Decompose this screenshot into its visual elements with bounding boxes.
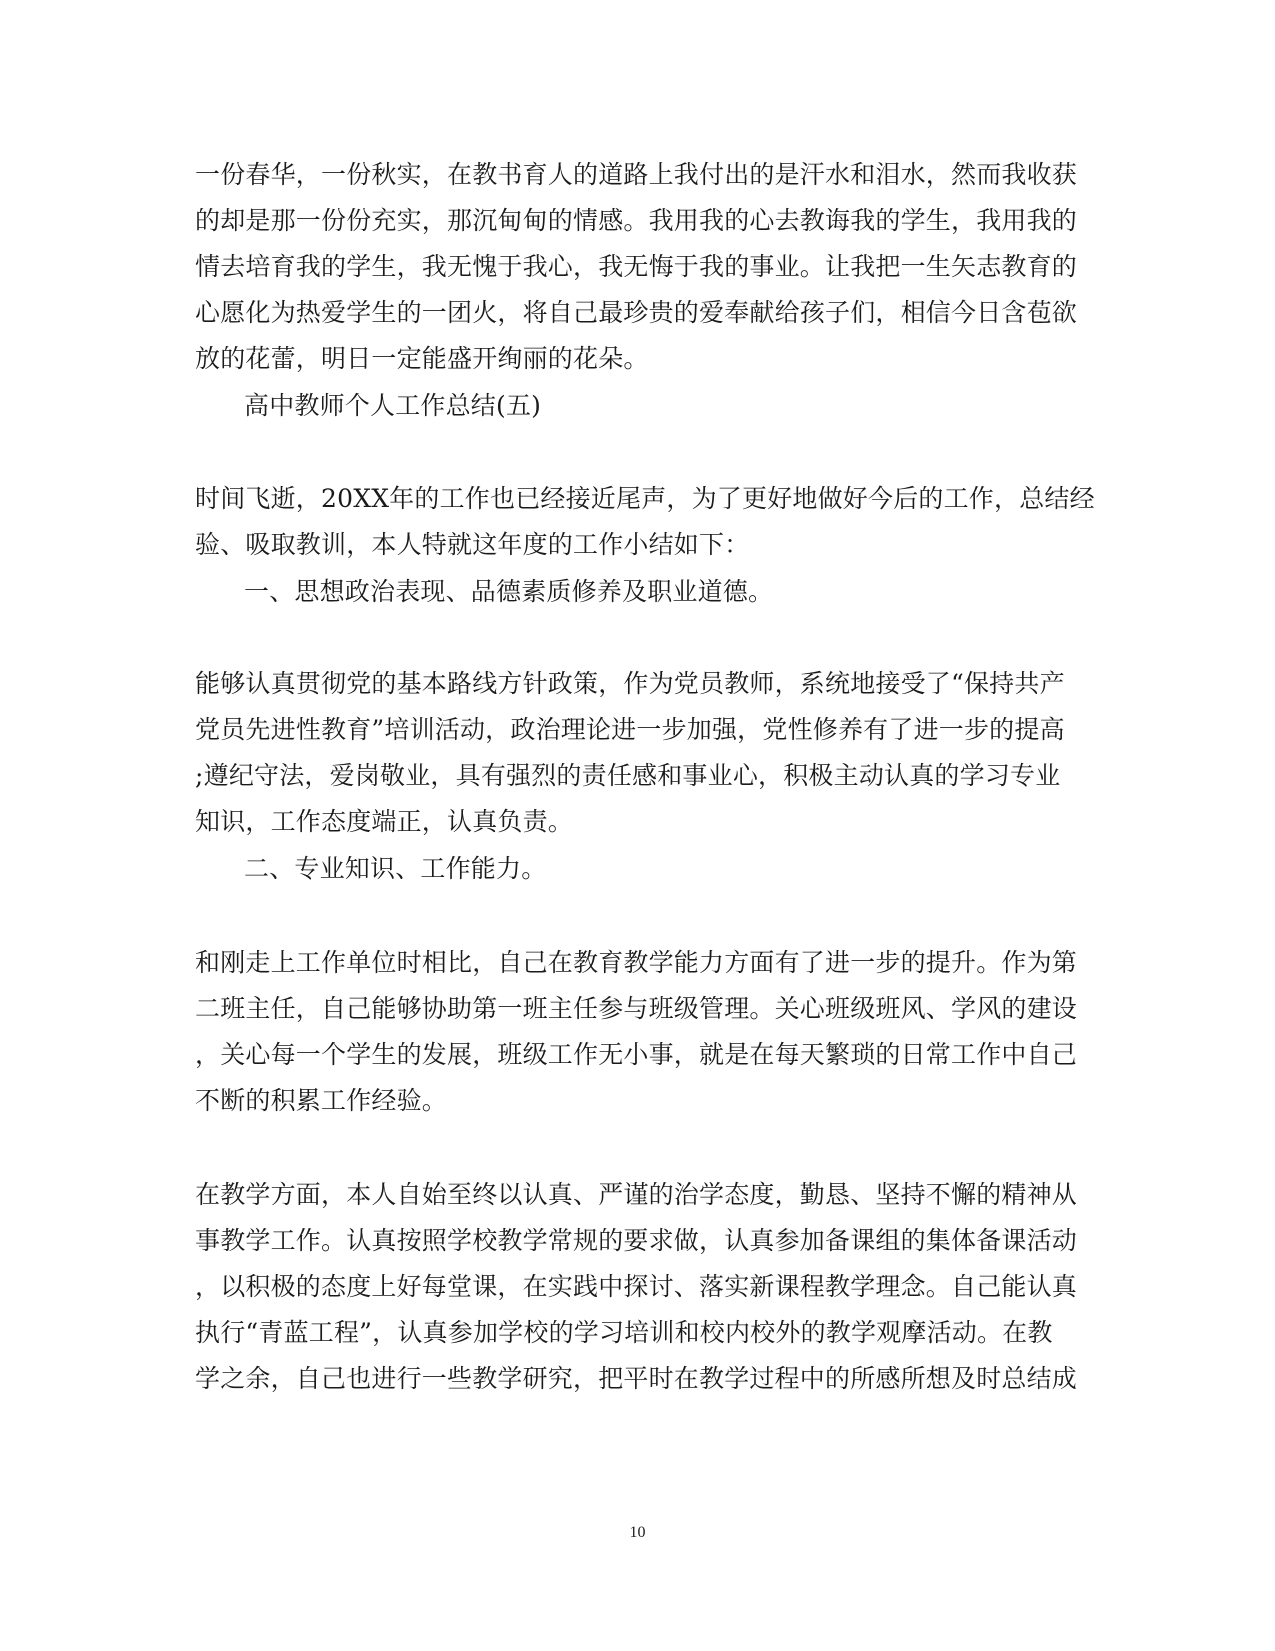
body-text-line: 的却是那一份份充实，那沉甸甸的情感。我用我的心去教诲我的学生，我用我的	[195, 206, 1078, 235]
body-text-line: 党员先进性教育”培训活动，政治理论进一步加强，党性修养有了进一步的提高	[195, 715, 1065, 744]
body-text-line: ，关心每一个学生的发展，班级工作无小事，就是在每天繁琐的日常工作中自己	[195, 1040, 1078, 1069]
body-text-line: 能够认真贯彻党的基本路线方针政策，作为党员教师，系统地接受了“保持共产	[195, 669, 1065, 698]
body-text-line: 知识，工作态度端正，认真负责。	[195, 807, 574, 836]
body-text-line: 事教学工作。认真按照学校教学常规的要求做，认真参加备课组的集体备课活动	[195, 1226, 1078, 1255]
body-text-line: 和刚走上工作单位时相比，自己在教育教学能力方面有了进一步的提升。作为第	[195, 948, 1078, 977]
subsection-heading: 一、思想政治表现、品德素质修养及职业道德。	[244, 577, 774, 606]
body-text-line: 时间飞逝，20XX年的工作也已经接近尾声，为了更好地做好今后的工作，总结经	[195, 484, 1095, 513]
body-text-line: 不断的积累工作经验。	[195, 1086, 448, 1115]
body-text-line: 二班主任，自己能够协助第一班主任参与班级管理。关心班级班风、学风的建设	[195, 994, 1078, 1023]
section-heading: 高中教师个人工作总结(五)	[244, 391, 542, 420]
body-text-line: 验、吸取教训，本人特就这年度的工作小结如下：	[195, 530, 750, 559]
body-text-line: 心愿化为热爱学生的一团火，将自己最珍贵的爱奉献给孩子们，相信今日含苞欲	[195, 298, 1078, 327]
page-number: 10	[629, 1524, 646, 1541]
body-text-line: ;遵纪守法，爱岗敬业，具有强烈的责任感和事业心，积极主动认真的学习专业	[195, 761, 1061, 790]
body-text-line: ，以积极的态度上好每堂课，在实践中探讨、落实新课程教学理念。自己能认真	[195, 1272, 1078, 1301]
subsection-heading: 二、专业知识、工作能力。	[244, 854, 547, 883]
body-text-line: 情去培育我的学生，我无愧于我心，我无悔于我的事业。让我把一生矢志教育的	[195, 252, 1078, 281]
body-text-line: 执行“青蓝工程”，认真参加学校的学习培训和校内校外的教学观摩活动。在教	[195, 1318, 1053, 1347]
body-text-line: 放的花蕾，明日一定能盛开绚丽的花朵。	[195, 344, 649, 373]
body-text-line: 一份春华，一份秋实，在教书育人的道路上我付出的是汗水和泪水，然而我收获	[195, 160, 1078, 189]
body-text-line: 学之余，自己也进行一些教学研究，把平时在教学过程中的所感所想及时总结成	[195, 1364, 1078, 1393]
body-text-line: 在教学方面，本人自始至终以认真、严谨的治学态度，勤恳、坚持不懈的精神从	[195, 1180, 1078, 1209]
